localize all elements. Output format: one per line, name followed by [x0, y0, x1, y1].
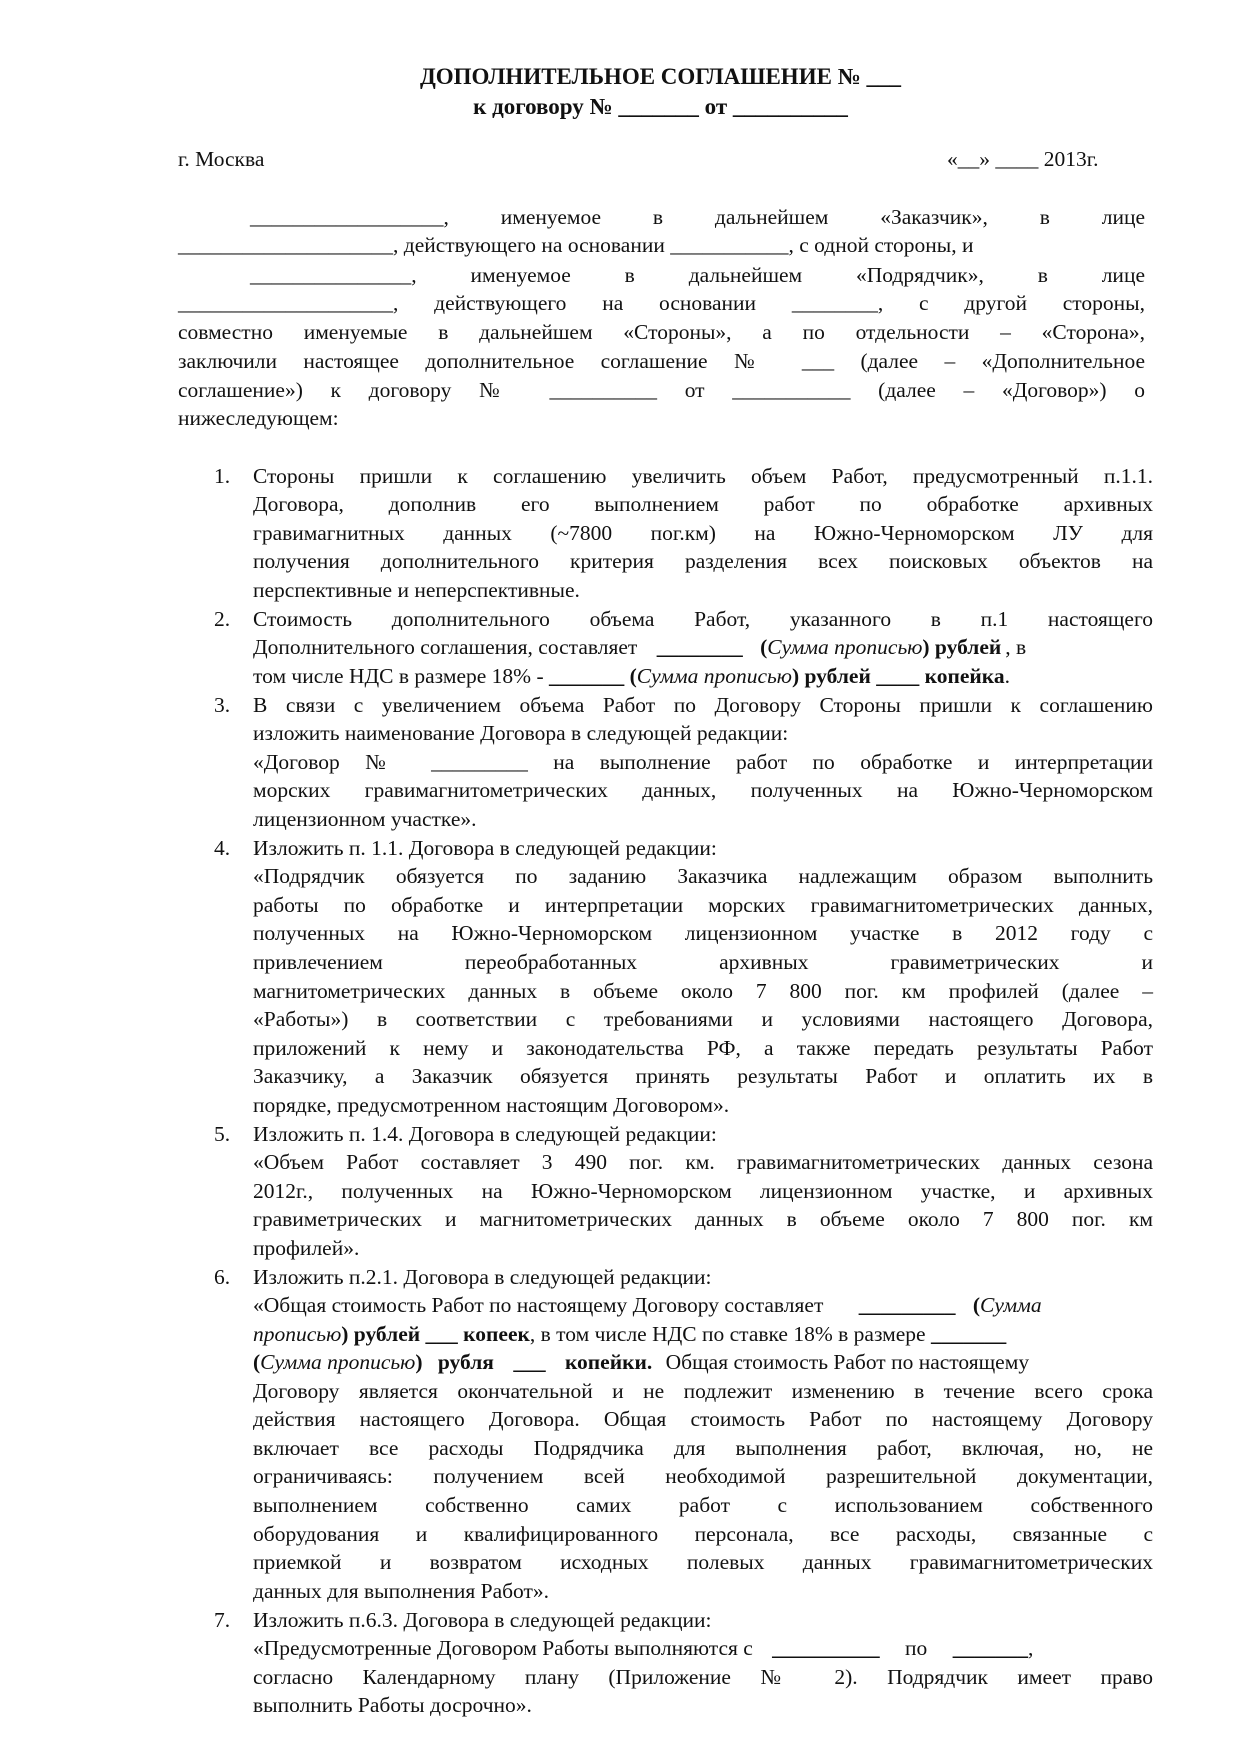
item-1-line-5: перспективные и неперспективные. — [253, 578, 580, 602]
item-6-line-6: действия настоящего Договора. Общая стоимость Работ по настоящему Договору — [253, 1407, 1153, 1431]
item-7-line-1: Изложить п.6.3. Договора в следующей редакции: — [253, 1608, 712, 1632]
item-2-comma: , в — [1005, 635, 1027, 659]
item-2-open-2: ( — [629, 664, 637, 688]
item-6-blank-kop: ___ — [425, 1322, 458, 1346]
item-4-line-9: Заказчику, а Заказчик обязуется принять результаты Работ и оплатить их в — [253, 1064, 1153, 1088]
item-7-po: по — [905, 1636, 928, 1660]
item-6-vat-text: , в том числе НДС по ставке 18% в размере — [529, 1322, 926, 1346]
item-2-close-rub-2: ) рублей ____ копейка — [791, 664, 1005, 688]
item-6-rub: рублей — [353, 1322, 421, 1346]
item-6-sum-words: Сумма прописью — [260, 1350, 416, 1374]
item-6-line-3: прописью) рублей ___ копеек, в том числе НДС по ставке 18% в размере _______ — [253, 1322, 1007, 1346]
item-4-line-2: «Подрядчик обязуется по заданию Заказчика надлежащим образом выполнить — [253, 864, 1153, 888]
document-title: ДОПОЛНИТЕЛЬНОЕ СОГЛАШЕНИЕ № ___ — [419, 64, 902, 89]
item-6-text-b: Общая стоимость Работ по настоящему — [665, 1350, 1030, 1374]
item-number: 4. — [214, 836, 231, 860]
item-4-line-5: привлечением переобработанных архивных гравиметрических и — [253, 950, 1153, 974]
item-6-line-7: включает все расходы Подрядчика для выполнения работ, включая, но, не — [253, 1436, 1153, 1460]
item-6-rubl: рубля — [437, 1350, 494, 1374]
item-4-line-7: «Работы») в соответствии с требованиями и условиями настоящего Договора, — [253, 1007, 1153, 1031]
intro-line-6: заключили настоящее дополнительное соглашение № ___ (далее – «Дополнительное — [178, 349, 1145, 373]
item-2-sum-words: Сумма прописью — [767, 635, 923, 659]
item-6-line-11: приемкой и возвратом исходных полевых данных гравимагнитометрических — [253, 1550, 1153, 1574]
intro-line-1: __________________, именуемое в дальнейшем «Заказчик», в лице — [250, 205, 1145, 229]
item-7-line-3: согласно Календарному плану (Приложение № 2). Подрядчик имеет право — [253, 1665, 1153, 1689]
item-6-line-1: Изложить п.2.1. Договора в следующей редакции: — [253, 1265, 712, 1289]
item-6-line-9: выполнением собственно самих работ с использованием собственного — [253, 1493, 1153, 1517]
item-number: 1. — [214, 464, 231, 488]
item-4-line-1: Изложить п. 1.1. Договора в следующей редакции: — [253, 836, 717, 860]
intro-line-5: совместно именуемые в дальнейшем «Стороны», а по отдельности – «Сторона», — [178, 320, 1145, 344]
item-1-line-2: Договора, дополнив его выполнением работ по обработке архивных — [253, 492, 1153, 516]
item-2-close-rub: ) рублей — [922, 635, 1002, 659]
item-5-line-3: 2012г., полученных на Южно-Черноморском лицензионном участке, и архивных — [253, 1179, 1153, 1203]
item-3-line-3: «Договор № _________ на выполнение работ по обработке и интерпретации — [253, 750, 1153, 774]
item-number: 5. — [214, 1122, 231, 1146]
item-6-line-2: «Общая стоимость Работ по настоящему Договору составляет _________ (Сумма — [253, 1293, 1042, 1317]
item-2-dot: . — [1004, 664, 1010, 688]
item-7-blank-2: _______ — [952, 1636, 1028, 1660]
intro-line-2: ____________________, действующего на основании ___________, с одной стороны, и — [178, 233, 974, 257]
item-number: 6. — [214, 1265, 231, 1289]
item-6-line-10: оборудования и квалифицированного персонала, все расходы, связанные с — [253, 1522, 1153, 1546]
item-1-line-3: гравимагнитных данных (~7800 пог.км) на Южно-Черноморском ЛУ для — [253, 521, 1153, 545]
item-7-text-a: «Предусмотренные Договором Работы выполняются с — [253, 1636, 753, 1660]
intro-line-3: _______________, именуемое в дальнейшем «Подрядчик», в лице — [250, 263, 1145, 287]
item-4-line-10: порядке, предусмотренном настоящим Договором». — [253, 1093, 730, 1117]
item-7-comma: , — [1027, 1636, 1034, 1660]
item-6-line-5: Договору является окончательной и не подлежит изменению в течение всего срока — [253, 1379, 1153, 1403]
item-6-kop: копеек — [463, 1322, 530, 1346]
item-5-line-1: Изложить п. 1.4. Договора в следующей редакции: — [253, 1122, 717, 1146]
item-2-text-a: Дополнительного соглашения, составляет — [253, 635, 638, 659]
item-6-blank-1: _________ — [858, 1293, 956, 1317]
item-2-line-1: Стоимость дополнительного объема Работ, указанного в п.1 настоящего — [253, 607, 1153, 631]
item-3-line-5: лицензионном участке». — [253, 807, 477, 831]
item-5-line-4: гравиметрических и магнитометрических данных в объеме около 7 800 пог. км — [253, 1207, 1153, 1231]
item-4-line-8: приложений к нему и законодательства РФ, а также передать результаты Работ — [253, 1036, 1153, 1060]
item-6-line-4: (Сумма прописью) рубля ___ копейки. Общая стоимость Работ по настоящему — [253, 1350, 1030, 1374]
item-3-line-1: В связи с увеличением объема Работ по Договору Стороны пришли к соглашению — [253, 693, 1153, 717]
document-subtitle: к договору № _______ от __________ — [473, 94, 848, 119]
date: «__» ____ 2013г. — [947, 147, 1099, 171]
item-4-line-3: работы по обработке и интерпретации морских гравимагнитометрических данных, — [253, 893, 1153, 917]
item-2-sum-words-2: Сумма прописью — [636, 664, 792, 688]
item-7-blank-1: __________ — [772, 1636, 880, 1660]
item-6-sum-part-2: прописью — [253, 1322, 342, 1346]
item-2-line-2 — [253, 633, 1153, 661]
item-6-sum-part-1: Сумма — [980, 1293, 1042, 1317]
item-4-line-4: полученных на Южно-Черноморском лицензионном участке в 2012 году с — [253, 921, 1153, 945]
intro-line-8: нижеследующем: — [178, 406, 339, 430]
item-2-text-b: том числе НДС в размере 18% - — [253, 664, 544, 688]
item-5-line-5: профилей». — [253, 1236, 360, 1260]
item-7-line-2 — [253, 1634, 1033, 1662]
item-number: 3. — [214, 693, 231, 717]
item-2-blank-1: ________ — [656, 635, 743, 659]
item-6-line-12: данных для выполнения Работ». — [253, 1579, 550, 1603]
item-6-kopeiki: копейки. — [564, 1350, 653, 1374]
item-3-line-4: морских гравимагнитометрических данных, полученных на Южно-Черноморском — [253, 778, 1153, 802]
item-5-line-2: «Объем Работ составляет 3 490 пог. км. гравимагнитометрических данных сезона — [253, 1150, 1153, 1174]
item-number: 2. — [214, 607, 231, 631]
item-number: 7. — [214, 1608, 231, 1632]
intro-line-4: ____________________, действующего на основании ________, с другой стороны, — [178, 291, 1145, 315]
item-6-blank-2: _______ — [930, 1322, 1007, 1346]
item-3-line-2: изложить наименование Договора в следующей редакции: — [253, 721, 789, 745]
item-4-line-6: магнитометрических данных в объеме около 7 800 пог. км профилей (далее – — [253, 979, 1153, 1003]
item-1-line-1: Стороны пришли к соглашению увеличить объем Работ, предусмотренный п.1.1. — [253, 464, 1153, 488]
item-2-line-3 — [253, 662, 1010, 690]
item-1-line-4: получения дополнительного критерия разделения всех поисковых объектов на — [253, 549, 1153, 573]
item-2-open: ( — [760, 635, 768, 659]
item-7-line-4: выполнить Работы досрочно». — [253, 1693, 532, 1717]
place: г. Москва — [178, 147, 265, 171]
item-2-blank-2: _______ — [549, 664, 625, 688]
intro-line-7: соглашение») к договору № __________ от ___________ (далее – «Договор») о — [178, 378, 1145, 402]
item-6-text-a: «Общая стоимость Работ по настоящему Договору составляет — [253, 1293, 824, 1317]
item-6-blank-kop-2: ___ — [513, 1350, 546, 1374]
item-6-line-8: ограничиваясь: получением всей необходимой разрешительной документации, — [253, 1464, 1153, 1488]
